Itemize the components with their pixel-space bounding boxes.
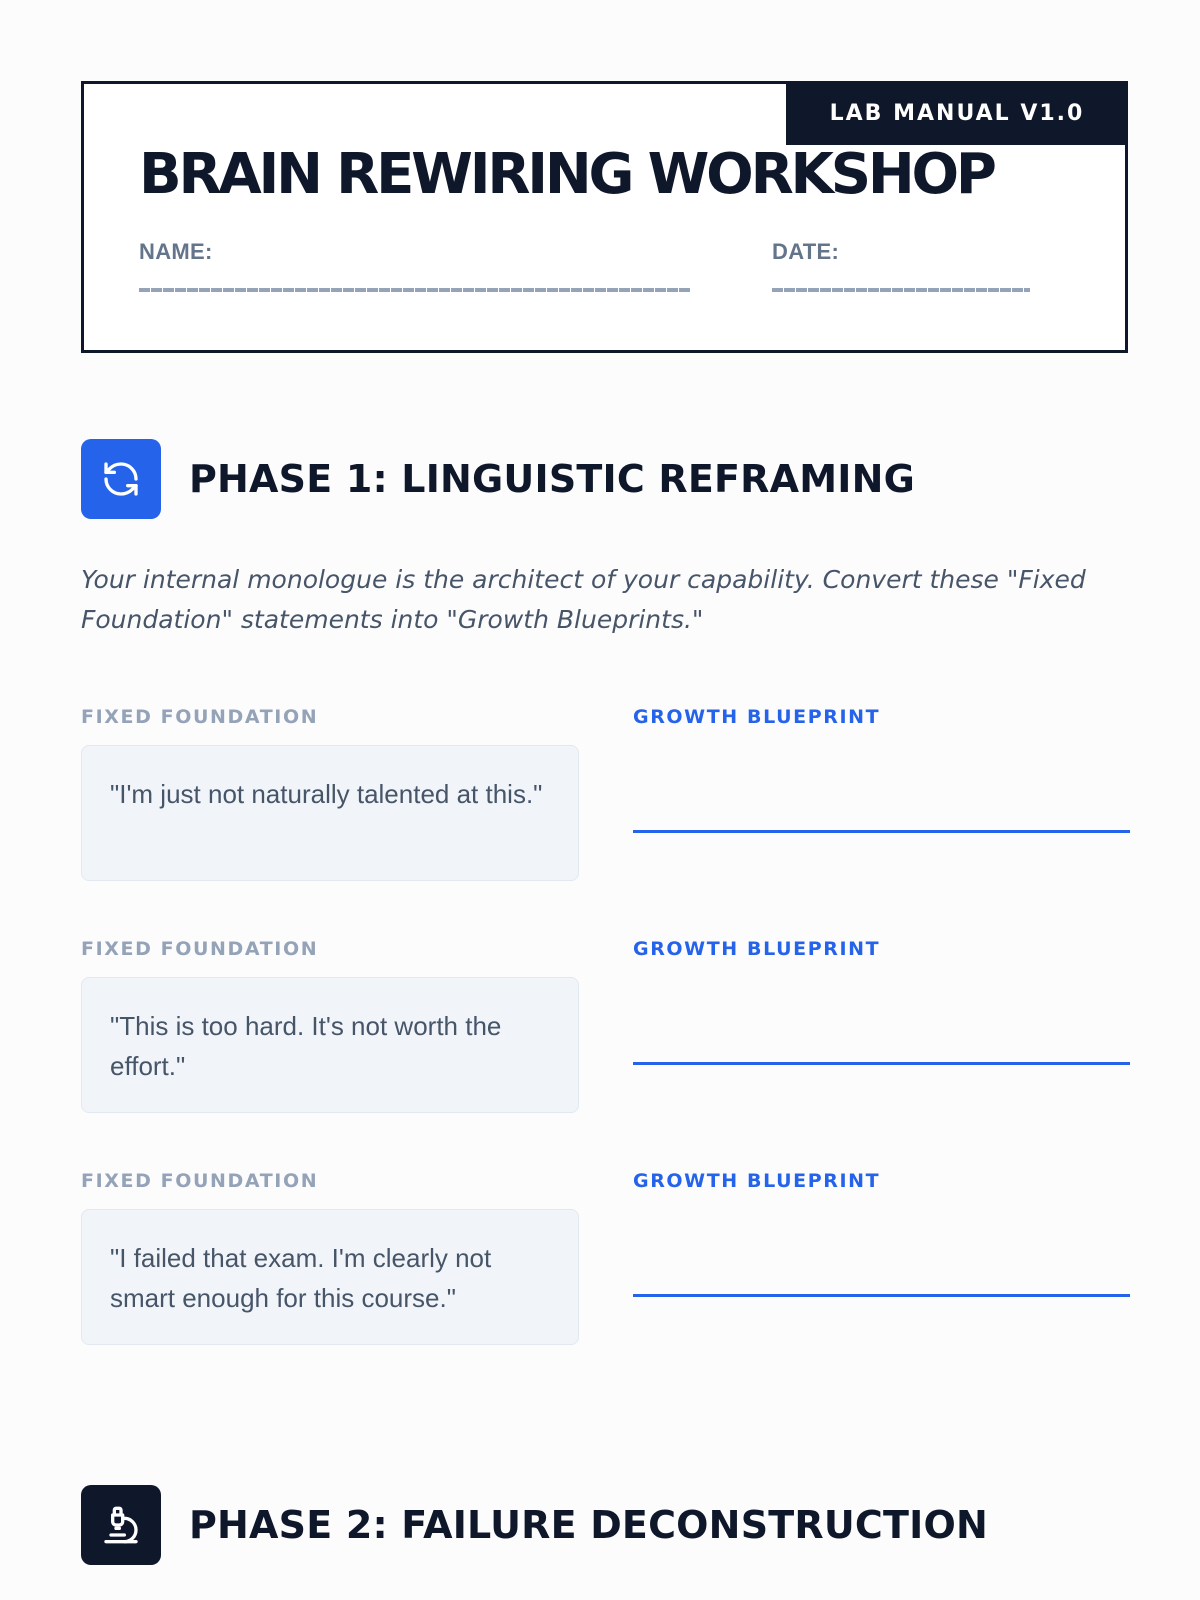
fixed-statement: "I'm just not naturally talented at this." (81, 745, 579, 881)
fixed-foundation-label: FIXED FOUNDATION (81, 706, 319, 728)
growth-answer-field[interactable] (633, 830, 1130, 833)
fixed-statement: "This is too hard. It's not worth the effort." (81, 977, 579, 1113)
growth-answer-field[interactable] (633, 1294, 1130, 1297)
name-label: NAME: (139, 239, 213, 264)
growth-answer-field[interactable] (633, 1062, 1130, 1065)
growth-blueprint-label: GROWTH BLUEPRINT (633, 938, 881, 960)
phase-1-intro: Your internal monologue is the architect of your capability. Convert these "Fixed Foundation" statements into "Growth Blueprints." (81, 565, 1086, 634)
page-title: BRAIN REWIRING WORKSHOP (139, 142, 994, 207)
refresh-icon (81, 439, 161, 519)
date-field[interactable] (772, 288, 1030, 292)
date-label: DATE: (772, 239, 840, 264)
fixed-foundation-label: FIXED FOUNDATION (81, 1170, 319, 1192)
version-badge: LAB MANUAL V1.0 (786, 81, 1128, 145)
name-field[interactable] (139, 288, 690, 292)
fixed-statement: "I failed that exam. I'm clearly not smart enough for this course." (81, 1209, 579, 1345)
phase-2-title: PHASE 2: FAILURE DECONSTRUCTION (189, 1503, 988, 1547)
growth-blueprint-label: GROWTH BLUEPRINT (633, 706, 881, 728)
reframe-row (81, 938, 1130, 1128)
growth-blueprint-label: GROWTH BLUEPRINT (633, 1170, 881, 1192)
phase-1-title: PHASE 1: LINGUISTIC REFRAMING (189, 457, 915, 501)
header-card (81, 81, 1128, 353)
fixed-foundation-label: FIXED FOUNDATION (81, 938, 319, 960)
phase-1-header (81, 439, 915, 519)
reframe-row (81, 706, 1130, 896)
reframe-row (81, 1170, 1130, 1360)
phase-2-header (81, 1485, 988, 1565)
microscope-icon (81, 1485, 161, 1565)
